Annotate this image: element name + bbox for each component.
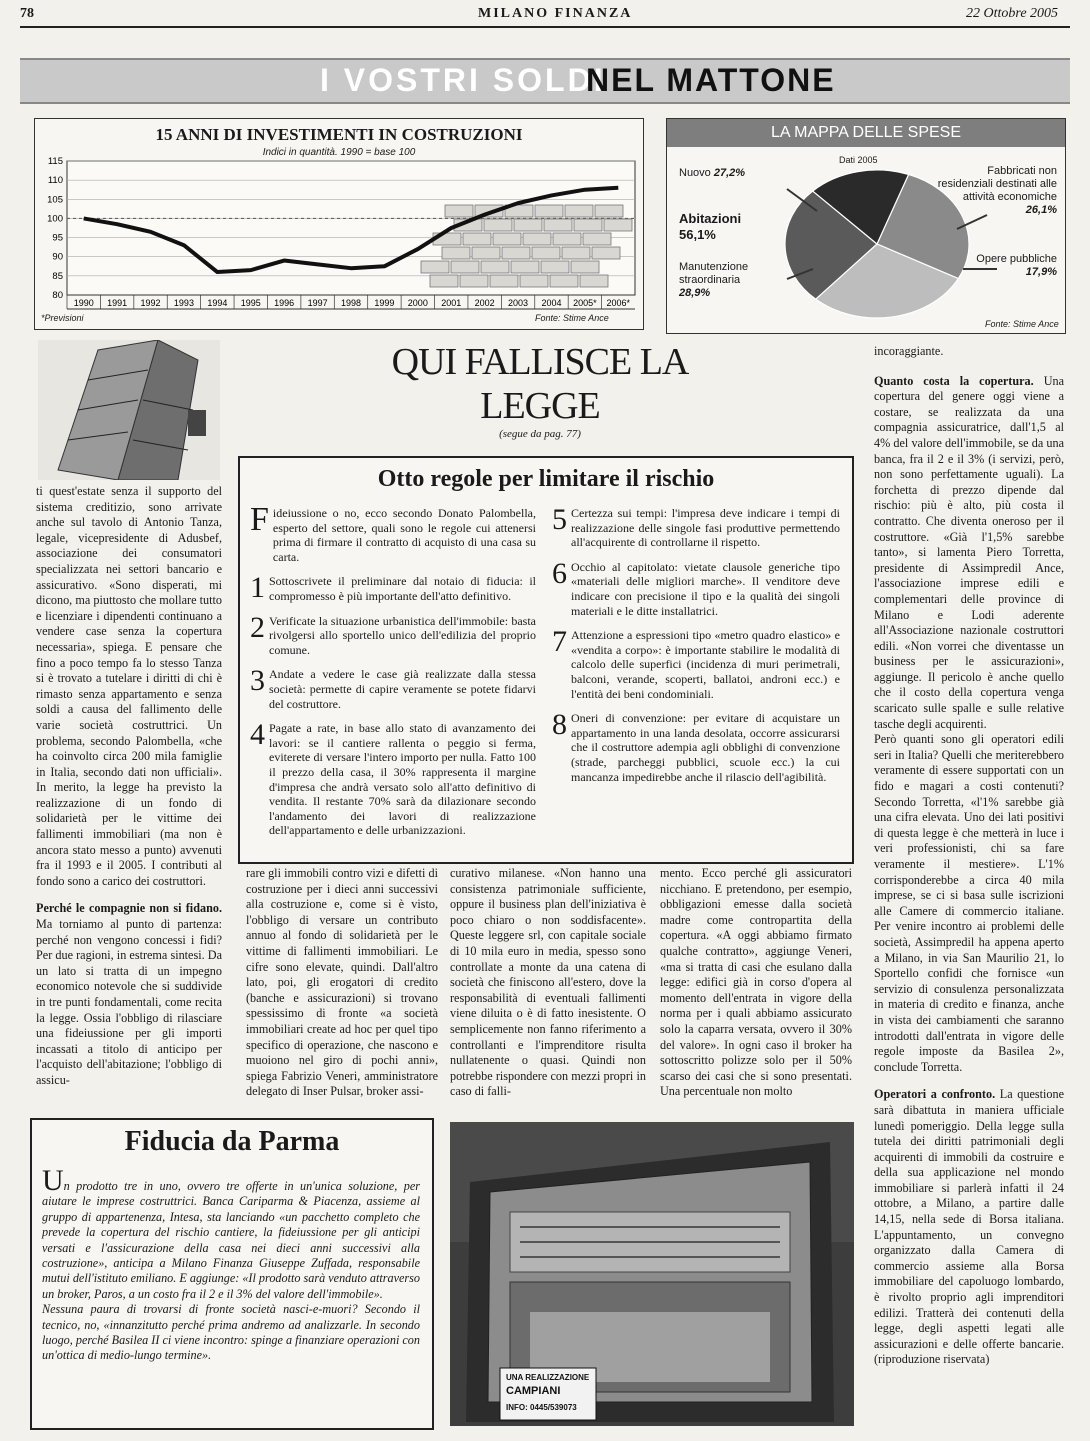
article-col1 xyxy=(36,484,222,1089)
construction-site-photo xyxy=(450,1122,854,1426)
brick xyxy=(481,261,509,273)
rules-intro: F ideiussione o no, ecco secondo Donato Palombella, esperto del settore, quali sono le regole cui attenersi prima di firmare il contratto di acquisto di una casa su carta. xyxy=(250,501,536,564)
brick xyxy=(451,261,479,273)
x-tick-label: 2000 xyxy=(407,298,428,308)
brick xyxy=(493,233,521,245)
brick xyxy=(571,261,599,273)
article-col1-subhead: Perché le compagnie non si fidano. xyxy=(36,901,222,916)
article-col3: curativo milanese. «Non hanno una consistenza patrimoniale sufficiente, oppure il business plan dell'iniziativa è poco chiaro o non soddisfacente». Queste leggere srl, con capitale sociale di 10 mila euro in media, spesso sono controllate a monte da una catena di società che finiscono all'estero, dove la responsabilità di eventuali fallimenti viene diluita o è di fatto inesistente. O semplicemente non fanno riferimento a controllanti e l'imprenditore risulta nullatenente o quasi. Quindi non potrebbe rispondere con mezzi propri in caso di falli- xyxy=(450,866,646,1099)
pie-label-fabbricati: Fabbricati non residenziali destinati alle attività economiche 26,1% xyxy=(937,165,1057,216)
article-col4: mento. Ecco perché gli assicuratori nicchiano. E pretendono, per esempio, obbligazioni emesse dalla società madre come contropartita della copertura. «A oggi abbiamo firmato qualche contratto», aggiunge Veneri, «ma si tratta di casi che esulano dalla legge: edifici già in corso d'opera al momento dell'entrata in vigore della norma per i quali abbiamo assicurato solo la caparra versata, ovvero il 30% del valore». In ogni caso il broker ha sottoscritto polizze solo per il 50% scarso dei casi che si sono presentati. Una percentuale non molto xyxy=(660,866,852,1099)
x-tick-label: 2003 xyxy=(508,298,529,308)
x-tick-label: 2005* xyxy=(573,298,597,308)
rules-col-right xyxy=(552,503,840,794)
brick xyxy=(544,219,572,231)
article-right-p2: Però quanti sono gli operatori edili seri in Italia? Quelli che meriterebbero veramente di essere supportati con un fido e magari a costi contenuti? Secondo Torretta, «l'1% sarebbe già una cifra elevata. Uno dei lati positivi di questa legge è che metterà in luce i veri professionisti, chi sa fare veramente il mestiere». L'1% corrisponderebbe a circa 40 mila imprese, se ci si basa sulle iscrizioni alle Camere di commercio italiane. Per venire incontro ai problemi delle società, Assimpredil ha appena aperto a Milano, in via San Maurilio 21, lo Sportello confidi che fornisce «un servizio di consulenza personalizzata in materia di credito e finanza, anche in vista dei cambiamenti che saranno introdotti dall'entrata in vigore delle regole imposte da Basilea 2», conclude Torretta. xyxy=(874,732,1064,1074)
line-chart xyxy=(35,119,643,329)
pie-label-nuovo: Nuovo 27,2% xyxy=(679,167,746,179)
x-tick-label: 1993 xyxy=(173,298,194,308)
brick xyxy=(502,247,530,259)
article-right-p1: Una copertura del genere oggi viene a costare, se realizzata da una compagnia assicuratrice, dall'1,5 al 4% del valore dell'immobile, se da una banca, fra il 2 e il 3% (i servizi, però, non sono perfettamente uguali). La forchetta di prezzo dipende dal rischio: più è alto, più costa il contratto. Che diventa oneroso per il costruttore. «Già l'1,5% sarebbe tanto», si lamenta Piero Torretta, presidente di Assimpredil Ance, l'associazione imprese edili e complementari delle province di Milano e Lodi aderente all'Associazione nazionale costruttori edili. «Non vorrei che diventasse un business per le assicurazioni», aggiunge. Il pericolo è anche quello che il costo della copertura venga scaricato sulle spalle e sulle relative tasche degli acquirenti. xyxy=(874,373,1064,731)
x-tick-label: 2001 xyxy=(441,298,462,308)
article-right-subhead1: Quanto costa la copertura. xyxy=(874,373,1034,388)
rule-item: 5 Certezza sui tempi: l'impresa deve indicare i tempi di realizzazione delle singole fasi produttive permettendo all'acquirente di controllarne il rispetto. xyxy=(552,503,840,550)
brick xyxy=(583,233,611,245)
rule-item: 4 Pagate a rate, in base allo stato di avanzamento dei lavori: se il cantiere rallenta o peggio si ferma, eviterete di versare l'intero importo per nulla. Fatto 100 il prezzo della casa, il 30% rappresenta il margine d'impresa che andrà versato solo all'atto definitivo di vendita. Il restante 70% sarà da dilazionare secondo l'andamento dei lavori di realizzazione dell'appartamento e delle urbanizzazioni. xyxy=(250,718,536,838)
pie-label-abitazioni: Abitazioni 56,1% xyxy=(679,211,742,242)
rule-item: 3 Andate a vedere le case già realizzate dalla stessa società: permette di capire veramente se potete fidarvi del costruttore. xyxy=(250,664,536,711)
publication-name: MILANO FINANZA xyxy=(478,6,633,21)
brick xyxy=(562,247,590,259)
x-tick-label: 2004 xyxy=(541,298,562,308)
pie-label-manutenzione: Manutenzione straordinaria 28,9% xyxy=(679,261,749,299)
pie-chart-title: LA MAPPA DELLE SPESE xyxy=(667,119,1065,147)
sign-line1: UNA REALIZZAZIONE xyxy=(506,1373,590,1382)
brick xyxy=(580,275,608,287)
x-tick-label: 1996 xyxy=(274,298,295,308)
rules-col-left xyxy=(250,501,536,848)
pie-year-label: Dati 2005 xyxy=(839,155,878,165)
sign-line3: INFO: 0445/539073 xyxy=(506,1403,577,1412)
brick xyxy=(604,219,632,231)
x-tick-label: 1991 xyxy=(107,298,128,308)
section-banner xyxy=(20,58,1070,104)
x-tick-label: 1992 xyxy=(140,298,161,308)
y-tick-label: 90 xyxy=(52,251,63,263)
rules-box xyxy=(238,456,854,864)
x-tick-label: 2002 xyxy=(474,298,495,308)
x-tick-label: 1997 xyxy=(307,298,328,308)
banner-part2: NEL MATTONE xyxy=(586,62,836,98)
article-right-subhead2: Operatori a confronto. xyxy=(874,1087,996,1102)
brick xyxy=(442,247,470,259)
brick xyxy=(532,247,560,259)
parma-p2: Nessuna paura di trovarsi di fronte società nasci-e-muori? Secondo il tecnico, no, «innanzitutto perché prima andremo ad analizzarle. In secondo luogo, perché Basilea II ci viene incontro: spinge a finanziare operazioni con un'ottica di medio-lungo termine». xyxy=(42,1302,420,1363)
parma-box-text xyxy=(42,1164,420,1364)
brick xyxy=(574,219,602,231)
y-tick-label: 80 xyxy=(52,290,63,301)
brick xyxy=(484,219,512,231)
article-title: QUI FALLISCE LA LEGGE xyxy=(391,341,689,427)
y-tick-label: 85 xyxy=(52,270,63,282)
rules-box-title: Otto regole per limitare il rischio xyxy=(377,466,715,492)
brick xyxy=(565,205,593,217)
page-number: 78 xyxy=(20,6,34,21)
brick xyxy=(472,247,500,259)
brick xyxy=(445,205,473,217)
x-tick-label: 2006* xyxy=(606,298,631,308)
line-chart-source: Fonte: Stime Ance xyxy=(535,313,609,323)
brick xyxy=(511,261,539,273)
brick xyxy=(541,261,569,273)
article-right-col xyxy=(874,344,1064,1368)
x-tick-label: 1995 xyxy=(240,298,261,308)
article-col2: rare gli immobili contro vizi e difetti di costruzione per i dieci anni successivi alla costruzione e, come si è visto, l'obbligo di versare un contributo annuo al fondo di solidarietà per le vittime di fallimenti immobiliari. Le cifre sono elevate, quindi. Dall'altro lato, poi, gli erogatori di credito (banche e assicurazioni) si trovano spessissimo di fronte «a società immobiliari create ad hoc per quel tipo specifico di operazione, che nascono e muoiono nel giro di pochi anni», spiega Fabrizio Veneri, amministratore delegato di Inser Pulsar, broker assi- xyxy=(246,866,438,1099)
parma-initial: U xyxy=(42,1164,64,1197)
brick xyxy=(430,275,458,287)
x-tick-label: 1990 xyxy=(73,298,94,308)
article-col1-text: ti quest'estate senza il supporto del sistema creditizio, sono arrivate anche sul tavolo di Antonio Tanza, legale, vicepresidente di Adusbef, associazione dei consumatori specializzata nei settori bancario e assicurativo. «Sono disperati, mi dicono, ma piuttosto che mollare tutto e licenziare i dipendenti continuano a vendere case senza la copertura necessaria», spiega. E pensare che fino a poco tempo fa lo stesso Tanza si è trovato a tutelare i diritti di chi è rimasto senza appartamento e senza soldi a causa del fallimento delle varie società costruttrici. Un problema, secondo Palombella, «che ha coinvolto circa 200 mila famiglie in Italia, secondo dati non ufficiali». In merito, la legge ha previsto la realizzazione di un fondo di solidarietà per le vittime dei fallimenti immobiliari (ma non è ancora stato messo a punto) avvenuti fra il 1993 e il 2005. I contributi al fondo sono a carico dei costruttori. xyxy=(36,484,222,888)
parma-box xyxy=(30,1118,434,1430)
article-col1b-text: Ma torniamo al punto di partenza: perché non vengono concessi i fidi? Per due ragioni, in estrema sintesi. Da un lato si tratta di un impegno economico notevole che si suddivide in tre punti fondamentali, come recita la legge. Ossia l'obbligo di rilasciare una fideiussione per gli importi incassati a titolo di anticipo per l'acquisto dell'abitazione; l'obbligo di assicu- xyxy=(36,917,222,1087)
x-tick-label: 1999 xyxy=(374,298,395,308)
x-tick-label: 1994 xyxy=(207,298,228,308)
line-chart-title: 15 ANNI DI INVESTIMENTI IN COSTRUZIONI xyxy=(155,125,523,144)
rule-item: 6 Occhio al capitolato: vietate clausole generiche tipo «materiali delle migliori marche». Il venditore deve indicare con precisione il tipo e la qualità dei singoli materiali e le ditte installatrici. xyxy=(552,556,840,618)
rule-item: 1 Sottoscrivete il preliminare dal notaio di fiducia: il compromesso è più importante dell'atto definitivo. xyxy=(250,571,536,605)
pie-source: Fonte: Stime Ance xyxy=(985,319,1059,329)
y-tick-label: 115 xyxy=(47,156,63,167)
header-rule xyxy=(20,26,1070,28)
brick xyxy=(592,247,620,259)
article-right-p3: La questione sarà dibattuta in maniera ufficiale lunedì pomeriggio. Della legge sulla tutela dei diritti patrimoniali degli acquirenti di immobili da costruire e della sua applicazione nel mondo immobiliare si parlerà infatti il 24 ottobre, a Milano, a partire dalle 14,15, nella sede di Borsa italiana. L'appuntamento, un convegno organizzato dalla Camera di commercio assieme alla Borsa immobiliare del capoluogo lombardo, è rivolto proprio agli imprenditori edilizi. Tratterà dei contenuti della legge, degli aspetti legati alle assicurazioni e delle offerte bancarie. (riproduzione riservata) xyxy=(874,1087,1064,1367)
y-tick-label: 100 xyxy=(47,213,63,225)
line-chart-box xyxy=(34,118,644,330)
y-tick-label: 105 xyxy=(47,194,63,206)
issue-date: 22 Ottobre 2005 xyxy=(966,6,1059,21)
brick xyxy=(520,275,548,287)
banner-part1: I VOSTRI SOLDI xyxy=(320,62,606,98)
sign-line2: CAMPIANI xyxy=(506,1385,561,1397)
line-chart-footnote: *Previsioni xyxy=(41,313,84,323)
brick xyxy=(490,275,518,287)
line-chart-subtitle: Indici in quantità. 1990 = base 100 xyxy=(262,147,416,158)
pie-label-opere: Opere pubbliche 17,9% xyxy=(976,253,1057,278)
brick xyxy=(535,205,563,217)
rule-item: 2 Verificate la situazione urbanistica dell'immobile: basta rivolgersi allo sportello unico dell'edilizia del proprio comune. xyxy=(250,610,536,657)
brick xyxy=(460,275,488,287)
rule-item: 8 Oneri di convenzione: per evitare di acquistare un appartamento in una landa desolata, occorre assicurarsi che il costruttore adempia agli obblighi di convenzione (strade, parcheggi pubblici, scuole ecc.) la cui mancanza impedirebbe anche il rilascio dell'agibilità. xyxy=(552,708,840,784)
y-tick-label: 110 xyxy=(47,175,63,187)
article-right-top: incoraggiante. xyxy=(874,344,944,358)
brick xyxy=(523,233,551,245)
brick xyxy=(463,233,491,245)
brick xyxy=(514,219,542,231)
x-tick-label: 1998 xyxy=(340,298,362,308)
brick xyxy=(595,205,623,217)
parma-box-title: Fiducia da Parma xyxy=(124,1126,340,1157)
brick xyxy=(550,275,578,287)
brick xyxy=(421,261,449,273)
building-illustration xyxy=(38,340,220,480)
article-continued: (segue da pag. 77) xyxy=(499,428,581,440)
brick xyxy=(553,233,581,245)
rule-item: 7 Attenzione a espressioni tipo «metro quadro elastico» e «vendita a corpo»: è importante stabilire le modalità di calcolo delle superfici (incidenza di muri perimetrali, balconi, verande, scoperti, ballatoi, androni ecc.) e l'entità dei beni condominiali. xyxy=(552,625,840,701)
parma-p1: n prodotto tre in uno, ovvero tre offerte in un'unica soluzione, per aiutare le imprese costruttrici. Banca Cariparma & Piacenza, assieme al gruppo di appartenenza, Intesa, sta lanciando «un pacchetto completo che prevede la copertura del rischio cantiere, la fideiussione per gli anticipi versati e l'assicurazione della casa nei dieci anni successivi alla costruzione», anticipa a Milano Finanza Giuseppe Zuffada, responsabile mutui dell'istituto emiliano. E aggiunge: «Il prodotto sarà venduto attraverso un broker, Paros, a un costo fra il 2 e il 3% del valore dell'immobile». xyxy=(42,1179,420,1301)
pie-chart-box xyxy=(666,118,1066,334)
y-tick-label: 95 xyxy=(52,232,63,244)
